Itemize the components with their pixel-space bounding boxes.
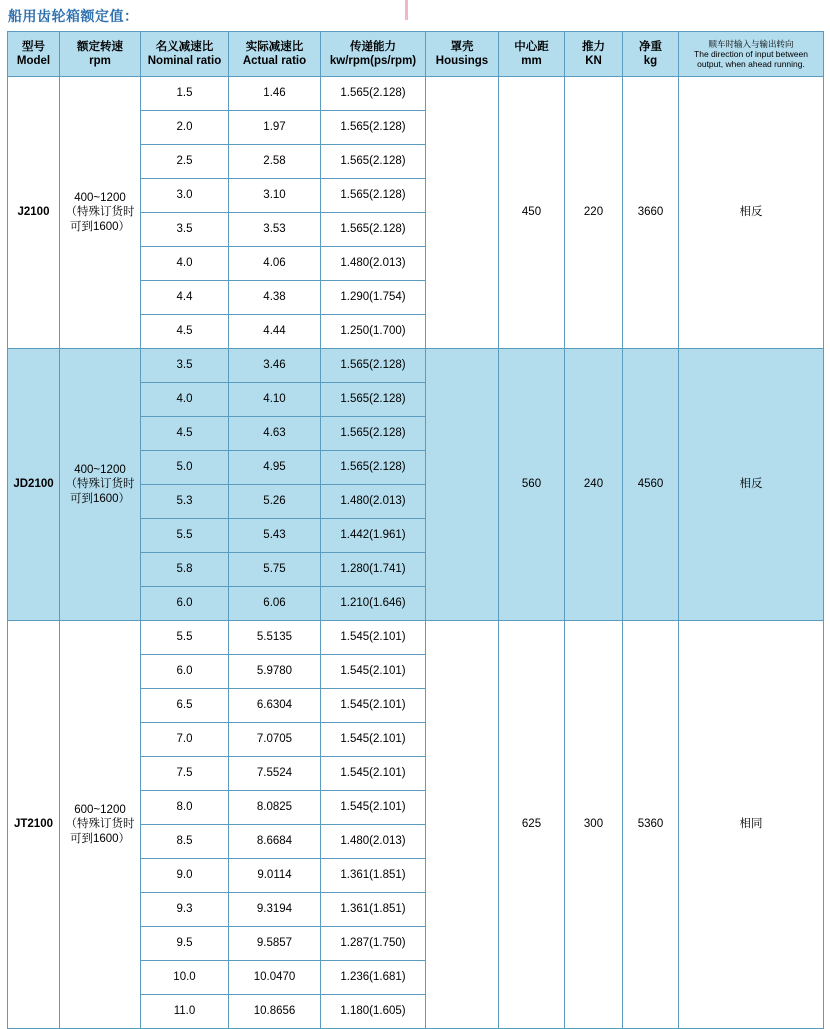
cell-housings — [426, 77, 499, 349]
cell-capacity: 1.361(1.851) — [321, 859, 426, 893]
cell-actual-ratio: 10.8656 — [229, 995, 321, 1029]
cell-actual-ratio: 5.75 — [229, 553, 321, 587]
cell-actual-ratio: 7.5524 — [229, 757, 321, 791]
cell-actual-ratio: 9.0114 — [229, 859, 321, 893]
cell-actual-ratio: 8.6684 — [229, 825, 321, 859]
header-capacity-en: kw/rpm(ps/rpm) — [329, 55, 417, 67]
marine-gearbox-spec-table — [7, 31, 824, 1029]
header-actual-ratio — [229, 32, 321, 77]
cell-center-distance: 560 — [499, 349, 565, 621]
cell-capacity: 1.565(2.128) — [321, 111, 426, 145]
cell-capacity: 1.565(2.128) — [321, 77, 426, 111]
cell-thrust: 300 — [565, 621, 623, 1029]
cell-nominal-ratio: 5.8 — [141, 553, 229, 587]
cell-center-distance: 450 — [499, 77, 565, 349]
cell-nominal-ratio: 9.5 — [141, 927, 229, 961]
cell-actual-ratio: 4.44 — [229, 315, 321, 349]
cell-rated-speed-line1: 400~1200 — [74, 463, 126, 476]
cell-weight: 5360 — [623, 621, 679, 1029]
cell-nominal-ratio: 5.0 — [141, 451, 229, 485]
header-capacity-cn: 传递能力 — [350, 40, 396, 53]
header-housings-cn: 罩壳 — [450, 40, 474, 53]
header-direction-cn: 顺车时输入与输出转向 — [708, 38, 794, 49]
cell-actual-ratio: 1.46 — [229, 77, 321, 111]
cell-capacity: 1.565(2.128) — [321, 179, 426, 213]
cell-direction: 相同 — [679, 621, 824, 1029]
header-weight — [623, 32, 679, 77]
cell-capacity: 1.565(2.128) — [321, 383, 426, 417]
cell-rated-speed-line2: （特殊订货时 — [65, 818, 135, 831]
table-header — [8, 32, 824, 77]
header-thrust-cn: 推力 — [582, 40, 605, 53]
cell-rated-speed-line2: （特殊订货时 — [65, 206, 135, 219]
decorative-bar — [405, 0, 408, 20]
cell-housings — [426, 621, 499, 1029]
cell-model: J2100 — [8, 77, 60, 349]
cell-actual-ratio: 4.95 — [229, 451, 321, 485]
cell-nominal-ratio: 7.0 — [141, 723, 229, 757]
header-direction-en: The direction of input between output, when ahead running. — [694, 48, 808, 70]
cell-rated-speed-line1: 400~1200 — [74, 191, 126, 204]
cell-actual-ratio: 5.26 — [229, 485, 321, 519]
cell-capacity: 1.545(2.101) — [321, 791, 426, 825]
cell-rated-speed-line3: 可到1600） — [69, 220, 131, 233]
cell-capacity: 1.545(2.101) — [321, 655, 426, 689]
cell-capacity: 1.210(1.646) — [321, 587, 426, 621]
header-weight-cn: 净重 — [639, 40, 662, 53]
cell-nominal-ratio: 1.5 — [141, 77, 229, 111]
cell-actual-ratio: 3.10 — [229, 179, 321, 213]
header-capacity — [321, 32, 426, 77]
table-row — [8, 621, 824, 655]
cell-actual-ratio: 5.5135 — [229, 621, 321, 655]
header-housings — [426, 32, 499, 77]
cell-capacity: 1.480(2.013) — [321, 247, 426, 281]
cell-nominal-ratio: 4.0 — [141, 247, 229, 281]
cell-model: JT2100 — [8, 621, 60, 1029]
table-body — [8, 77, 824, 1029]
cell-capacity: 1.442(1.961) — [321, 519, 426, 553]
cell-rated-speed-line3: 可到1600） — [69, 492, 131, 505]
cell-capacity: 1.361(1.851) — [321, 893, 426, 927]
cell-actual-ratio: 6.6304 — [229, 689, 321, 723]
cell-nominal-ratio: 4.5 — [141, 315, 229, 349]
header-thrust — [565, 32, 623, 77]
table-row — [8, 349, 824, 383]
cell-nominal-ratio: 10.0 — [141, 961, 229, 995]
cell-capacity: 1.180(1.605) — [321, 995, 426, 1029]
cell-rated-speed-line3: 可到1600） — [69, 832, 131, 845]
cell-capacity: 1.545(2.101) — [321, 723, 426, 757]
cell-capacity: 1.545(2.101) — [321, 757, 426, 791]
cell-actual-ratio: 4.06 — [229, 247, 321, 281]
cell-actual-ratio: 1.97 — [229, 111, 321, 145]
cell-actual-ratio: 6.06 — [229, 587, 321, 621]
cell-capacity: 1.287(1.750) — [321, 927, 426, 961]
cell-nominal-ratio: 3.5 — [141, 213, 229, 247]
cell-actual-ratio: 3.46 — [229, 349, 321, 383]
header-rated-speed-en: rpm — [89, 55, 111, 67]
cell-nominal-ratio: 4.4 — [141, 281, 229, 315]
header-rated-speed — [60, 32, 141, 77]
cell-model: JD2100 — [8, 349, 60, 621]
page-title: 船用齿轮箱额定值： — [8, 8, 139, 24]
cell-capacity: 1.480(2.013) — [321, 485, 426, 519]
header-model-en: Model — [16, 55, 51, 67]
header-housings-en: Housings — [435, 55, 489, 67]
cell-nominal-ratio: 9.0 — [141, 859, 229, 893]
cell-thrust: 220 — [565, 77, 623, 349]
header-nominal-ratio — [141, 32, 229, 77]
cell-capacity: 1.565(2.128) — [321, 349, 426, 383]
cell-capacity: 1.280(1.741) — [321, 553, 426, 587]
cell-capacity: 1.545(2.101) — [321, 689, 426, 723]
cell-capacity: 1.565(2.128) — [321, 451, 426, 485]
cell-nominal-ratio: 5.5 — [141, 519, 229, 553]
cell-actual-ratio: 4.38 — [229, 281, 321, 315]
cell-nominal-ratio: 4.0 — [141, 383, 229, 417]
cell-capacity: 1.545(2.101) — [321, 621, 426, 655]
header-rated-speed-cn: 额定转速 — [77, 40, 123, 53]
header-actual-ratio-en: Actual ratio — [242, 55, 307, 67]
cell-nominal-ratio: 3.0 — [141, 179, 229, 213]
cell-capacity: 1.290(1.754) — [321, 281, 426, 315]
header-weight-en: kg — [643, 55, 658, 67]
cell-nominal-ratio: 6.0 — [141, 655, 229, 689]
header-nominal-ratio-en: Nominal ratio — [147, 55, 222, 67]
cell-capacity: 1.565(2.128) — [321, 417, 426, 451]
table-row — [8, 77, 824, 111]
cell-nominal-ratio: 8.0 — [141, 791, 229, 825]
cell-rated-speed — [60, 349, 141, 621]
cell-capacity: 1.480(2.013) — [321, 825, 426, 859]
cell-thrust: 240 — [565, 349, 623, 621]
cell-rated-speed-line1: 600~1200 — [74, 803, 126, 816]
cell-actual-ratio: 5.9780 — [229, 655, 321, 689]
header-row — [8, 32, 824, 77]
cell-actual-ratio: 9.3194 — [229, 893, 321, 927]
header-center-distance-en: mm — [521, 55, 542, 67]
cell-capacity: 1.250(1.700) — [321, 315, 426, 349]
cell-capacity: 1.565(2.128) — [321, 213, 426, 247]
cell-nominal-ratio: 5.3 — [141, 485, 229, 519]
cell-rated-speed — [60, 77, 141, 349]
header-actual-ratio-cn: 实际减速比 — [245, 40, 304, 53]
cell-nominal-ratio: 11.0 — [141, 995, 229, 1029]
cell-actual-ratio: 4.63 — [229, 417, 321, 451]
cell-nominal-ratio: 6.5 — [141, 689, 229, 723]
cell-actual-ratio: 10.0470 — [229, 961, 321, 995]
cell-nominal-ratio: 2.0 — [141, 111, 229, 145]
cell-nominal-ratio: 6.0 — [141, 587, 229, 621]
cell-nominal-ratio: 4.5 — [141, 417, 229, 451]
cell-weight: 4560 — [623, 349, 679, 621]
cell-nominal-ratio: 9.3 — [141, 893, 229, 927]
cell-nominal-ratio: 3.5 — [141, 349, 229, 383]
cell-actual-ratio: 3.53 — [229, 213, 321, 247]
cell-nominal-ratio: 7.5 — [141, 757, 229, 791]
cell-direction: 相反 — [679, 349, 824, 621]
cell-actual-ratio: 9.5857 — [229, 927, 321, 961]
cell-actual-ratio: 7.0705 — [229, 723, 321, 757]
cell-direction: 相反 — [679, 77, 824, 349]
header-center-distance-cn: 中心距 — [514, 40, 549, 53]
cell-capacity: 1.236(1.681) — [321, 961, 426, 995]
cell-weight: 3660 — [623, 77, 679, 349]
header-model — [8, 32, 60, 77]
cell-actual-ratio: 2.58 — [229, 145, 321, 179]
cell-center-distance: 625 — [499, 621, 565, 1029]
cell-nominal-ratio: 5.5 — [141, 621, 229, 655]
header-model-cn: 型号 — [22, 40, 45, 53]
cell-actual-ratio: 4.10 — [229, 383, 321, 417]
cell-nominal-ratio: 8.5 — [141, 825, 229, 859]
header-direction — [679, 32, 824, 77]
cell-housings — [426, 349, 499, 621]
cell-nominal-ratio: 2.5 — [141, 145, 229, 179]
cell-actual-ratio: 8.0825 — [229, 791, 321, 825]
header-center-distance — [499, 32, 565, 77]
header-thrust-en: KN — [585, 55, 602, 67]
cell-rated-speed — [60, 621, 141, 1029]
cell-rated-speed-line2: （特殊订货时 — [65, 478, 135, 491]
cell-capacity: 1.565(2.128) — [321, 145, 426, 179]
header-nominal-ratio-cn: 名义减速比 — [155, 40, 214, 53]
cell-actual-ratio: 5.43 — [229, 519, 321, 553]
